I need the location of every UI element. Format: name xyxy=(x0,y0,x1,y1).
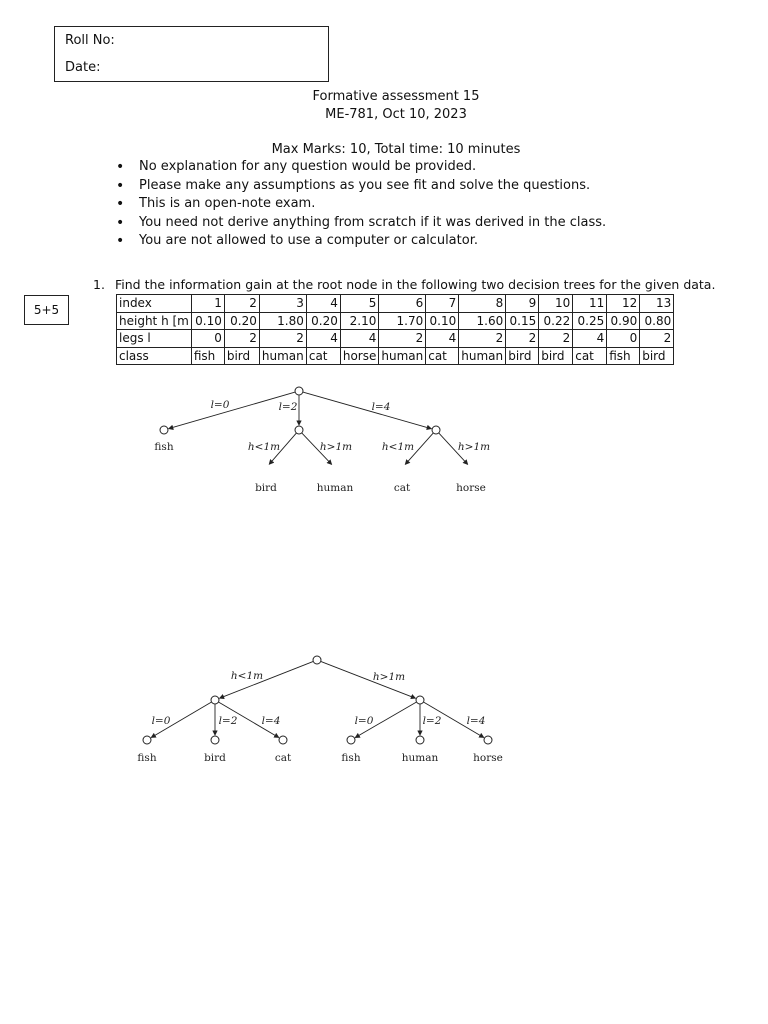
row-label: class xyxy=(117,347,192,365)
edge-label: l=2 xyxy=(278,401,298,413)
table-cell: human xyxy=(259,347,306,365)
tree-node xyxy=(295,387,303,395)
leaf-label: cat xyxy=(274,752,292,764)
decision-tree-2-diagram xyxy=(0,650,768,770)
table-cell: 4 xyxy=(340,330,379,348)
edge-label: h<1m xyxy=(247,441,281,453)
leaf-node xyxy=(347,736,355,744)
table-cell: 2 xyxy=(379,330,426,348)
table-cell: human xyxy=(379,347,426,365)
edge-label: l=4 xyxy=(466,715,486,727)
edge-label: l=0 xyxy=(210,399,230,411)
question-number: 1. xyxy=(93,277,105,292)
leaf-node xyxy=(416,736,424,744)
table-cell: cat xyxy=(306,347,340,365)
tree-node xyxy=(416,696,424,704)
table-row xyxy=(117,295,674,313)
leaf-label: bird xyxy=(255,482,277,494)
exam-max-marks: Max Marks: 10, Total time: 10 minutes xyxy=(271,142,521,157)
edge-label: h>1m xyxy=(319,441,353,453)
table-cell: 4 xyxy=(306,330,340,348)
leaf-label: horse xyxy=(473,752,503,764)
table-cell: 9 xyxy=(506,295,539,313)
table-cell: 0.20 xyxy=(224,312,259,330)
leaf-node xyxy=(211,736,219,744)
tree-node xyxy=(211,696,219,704)
decision-tree-1 xyxy=(0,380,768,500)
instruction-item: • You are not allowed to use a computer or calculator. xyxy=(116,232,606,251)
table-cell: 2 xyxy=(459,330,506,348)
table-cell: fish xyxy=(607,347,640,365)
table-cell: 0 xyxy=(191,330,224,348)
edge-label: l=2 xyxy=(422,715,442,727)
table-cell: 8 xyxy=(459,295,506,313)
roll-no-label: Roll No: xyxy=(65,33,115,48)
table-cell: human xyxy=(459,347,506,365)
leaf-node xyxy=(484,736,492,744)
decision-tree-1-diagram xyxy=(0,380,768,500)
table-cell: 7 xyxy=(426,295,459,313)
edge-label: l=4 xyxy=(371,401,391,413)
table-cell: horse xyxy=(340,347,379,365)
table-cell: 3 xyxy=(259,295,306,313)
table-cell: fish xyxy=(191,347,224,365)
table-cell: 2 xyxy=(224,295,259,313)
leaf-label: human xyxy=(316,482,354,494)
table-cell: 2.10 xyxy=(340,312,379,330)
edge-label: h>1m xyxy=(372,671,406,683)
table-cell: 1.80 xyxy=(259,312,306,330)
table-cell: 2 xyxy=(506,330,539,348)
edge-label: h<1m xyxy=(381,441,415,453)
table-cell: 1.70 xyxy=(379,312,426,330)
question-1 xyxy=(93,277,715,292)
table-cell: bird xyxy=(224,347,259,365)
edge-label: l=4 xyxy=(261,715,281,727)
table-cell: bird xyxy=(506,347,539,365)
table-cell: cat xyxy=(573,347,607,365)
table-cell: 10 xyxy=(539,295,573,313)
table-row xyxy=(117,330,674,348)
instructions-list xyxy=(116,158,606,251)
table-cell: bird xyxy=(539,347,573,365)
table-cell: 2 xyxy=(640,330,674,348)
leaf-label: horse xyxy=(456,482,486,494)
table-cell: 1.60 xyxy=(459,312,506,330)
exam-course-date: ME-781, Oct 10, 2023 xyxy=(325,107,467,122)
table-cell: 0.90 xyxy=(607,312,640,330)
table-row xyxy=(117,312,674,330)
table-cell: 2 xyxy=(259,330,306,348)
exam-title: Formative assessment 15 xyxy=(312,89,480,104)
instruction-item: • No explanation for any question would be provided. xyxy=(116,158,606,177)
table-cell: 4 xyxy=(306,295,340,313)
instruction-item: • You need not derive anything from scratch if it was derived in the class. xyxy=(116,214,606,233)
table-cell: bird xyxy=(640,347,674,365)
leaf-label: human xyxy=(401,752,439,764)
instruction-item: • Please make any assumptions as you see fit and solve the questions. xyxy=(116,177,606,196)
tree-node xyxy=(313,656,321,664)
leaf-label: fish xyxy=(341,752,361,764)
row-label: legs l xyxy=(117,330,192,348)
table-cell: cat xyxy=(426,347,459,365)
table-cell: 0.80 xyxy=(640,312,674,330)
table-cell: 0.15 xyxy=(506,312,539,330)
leaf-node xyxy=(279,736,287,744)
table-cell: 4 xyxy=(426,330,459,348)
tree-edge xyxy=(303,392,431,429)
data-table xyxy=(116,294,674,365)
table-cell: 12 xyxy=(607,295,640,313)
tree-edge xyxy=(169,392,295,429)
table-cell: 0.22 xyxy=(539,312,573,330)
table-row xyxy=(117,347,674,365)
instruction-item: • This is an open-note exam. xyxy=(116,195,606,214)
leaf-label: bird xyxy=(204,752,226,764)
table-cell: 4 xyxy=(573,330,607,348)
table-cell: 2 xyxy=(539,330,573,348)
decision-tree-2 xyxy=(0,650,768,770)
table-cell: 1 xyxy=(191,295,224,313)
table-cell: 0.20 xyxy=(306,312,340,330)
question-text: Find the information gain at the root node in the following two decision trees for the given data. xyxy=(115,277,716,292)
leaf-label: fish xyxy=(154,441,174,453)
student-info-box xyxy=(54,26,329,82)
edge-label: h<1m xyxy=(230,670,264,682)
table-cell: 13 xyxy=(640,295,674,313)
table-cell: 11 xyxy=(573,295,607,313)
leaf-node xyxy=(143,736,151,744)
tree-node xyxy=(295,426,303,434)
row-label: height h [m xyxy=(117,312,192,330)
edge-label: l=0 xyxy=(151,715,171,727)
marks-box: 5+5 xyxy=(24,295,69,325)
row-label: index xyxy=(117,295,192,313)
tree-node xyxy=(160,426,168,434)
date-label: Date: xyxy=(65,60,101,75)
table-cell: 0.10 xyxy=(191,312,224,330)
table-cell: 2 xyxy=(224,330,259,348)
edge-label: l=2 xyxy=(218,715,238,727)
table-cell: 5 xyxy=(340,295,379,313)
leaf-label: fish xyxy=(137,752,157,764)
edge-label: h>1m xyxy=(457,441,491,453)
table-cell: 0.10 xyxy=(426,312,459,330)
tree-node xyxy=(432,426,440,434)
table-cell: 0 xyxy=(607,330,640,348)
edge-label: l=0 xyxy=(354,715,374,727)
table-cell: 6 xyxy=(379,295,426,313)
table-cell: 0.25 xyxy=(573,312,607,330)
leaf-label: cat xyxy=(393,482,411,494)
